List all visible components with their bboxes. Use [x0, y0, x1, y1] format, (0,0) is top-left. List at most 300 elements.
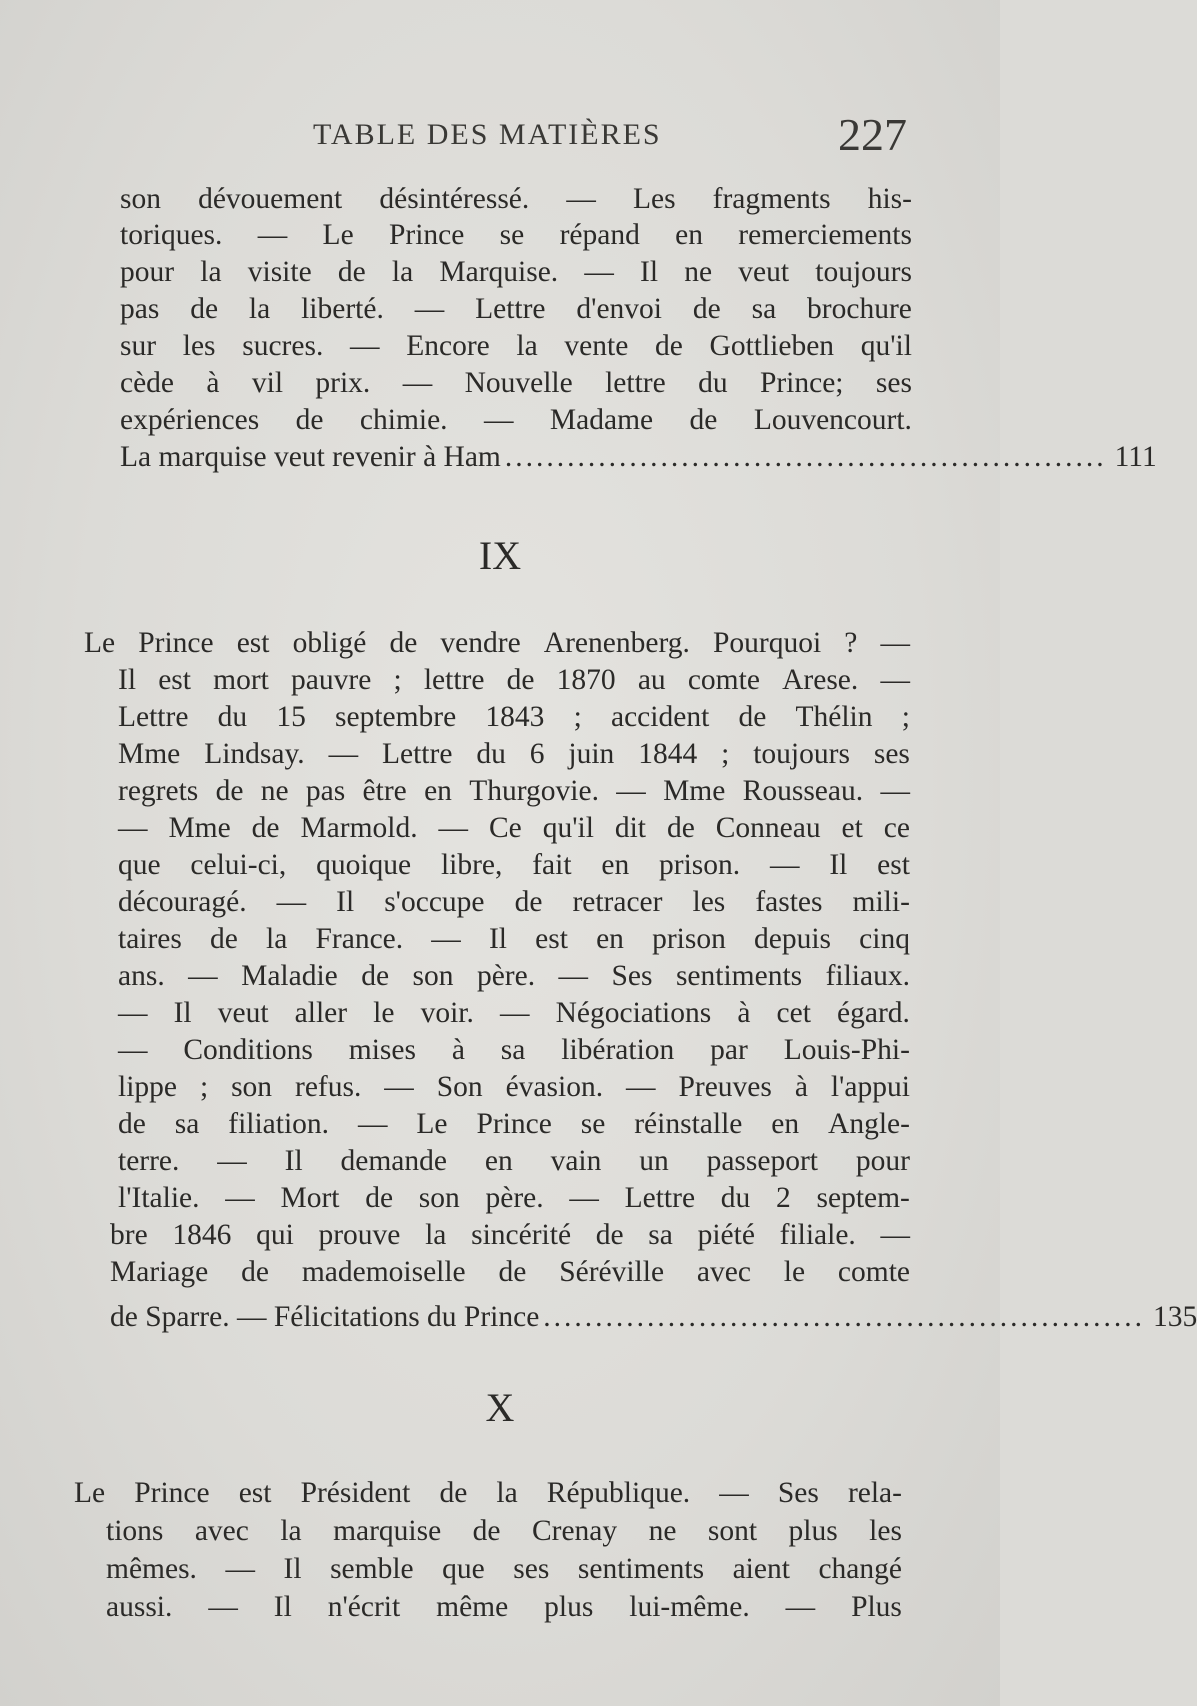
word: toriques.	[120, 219, 223, 251]
word: Le	[416, 1108, 448, 1140]
word: Il	[273, 1591, 292, 1623]
text-line	[120, 364, 912, 402]
word: de	[215, 775, 244, 807]
word: changé	[818, 1553, 902, 1585]
word: dévouement	[198, 183, 343, 215]
word: Encore	[406, 330, 490, 362]
word: de	[365, 1182, 394, 1214]
word: Lettre	[382, 738, 453, 770]
word: pauvre	[291, 664, 372, 696]
word: Lindsay.	[204, 738, 305, 770]
word: qu'il	[860, 330, 912, 362]
word: —	[217, 1145, 247, 1177]
word: vendre	[440, 627, 521, 659]
word: de	[506, 664, 535, 696]
word: voir.	[420, 997, 474, 1029]
word: Séréville	[559, 1256, 665, 1288]
word: —	[769, 849, 800, 881]
text-line	[120, 401, 912, 439]
word: de	[190, 293, 219, 325]
word: veut	[217, 997, 269, 1029]
word: sucres.	[242, 330, 324, 362]
word: cède	[120, 367, 175, 399]
word: Mariage	[110, 1256, 209, 1288]
word: —	[357, 1108, 388, 1140]
word: avec	[696, 1256, 751, 1288]
word: —	[402, 367, 433, 399]
word: est	[236, 627, 270, 659]
text-line	[84, 624, 910, 662]
word: la	[496, 1477, 518, 1509]
word: de	[472, 1515, 501, 1547]
toc-last-text: La marquise veut revenir à Ham	[120, 441, 501, 473]
word: —	[414, 293, 445, 325]
word: remerciements	[738, 219, 912, 251]
text-line	[118, 1105, 910, 1143]
word: les	[182, 330, 216, 362]
word: bre	[110, 1219, 148, 1251]
word: lettre	[423, 664, 485, 696]
word: à	[206, 367, 220, 399]
word: de	[654, 330, 683, 362]
word: Le	[74, 1477, 106, 1509]
word: Prince	[138, 627, 214, 659]
word: Marmold.	[300, 812, 418, 844]
word: aient	[732, 1553, 790, 1585]
word: ;	[901, 701, 910, 733]
word: Mme	[118, 738, 181, 770]
text-line	[118, 920, 910, 958]
toc-last-text: de Sparre. — Félicitations du Prince	[110, 1301, 540, 1333]
word: et	[841, 812, 863, 844]
word: un	[639, 1145, 669, 1177]
word: brochure	[807, 293, 912, 325]
word: obligé	[292, 627, 367, 659]
word: Président	[300, 1477, 411, 1509]
word: sentiments	[675, 960, 803, 992]
word: Lettre	[624, 1182, 696, 1214]
text-line	[118, 698, 910, 736]
word: la	[391, 256, 414, 288]
word: 15	[276, 701, 306, 733]
word: évasion.	[505, 1071, 604, 1103]
word: accident	[611, 701, 710, 733]
word: taires	[118, 923, 182, 955]
word: République.	[546, 1477, 691, 1509]
word: 1843	[485, 701, 545, 733]
word: Louis-Phi-	[783, 1034, 910, 1066]
word: mademoiselle	[301, 1256, 466, 1288]
word: comte	[837, 1256, 910, 1288]
word: que	[118, 849, 161, 881]
toc-last-line	[110, 1298, 1197, 1336]
word: ?	[844, 627, 858, 659]
word: que	[442, 1553, 485, 1585]
word: de	[595, 1219, 624, 1251]
word: mises	[348, 1034, 416, 1066]
word: désintéressé.	[379, 183, 530, 215]
word: l'Italie.	[118, 1182, 200, 1214]
word: Pourquoi	[712, 627, 822, 659]
word: —	[569, 1182, 599, 1214]
word: Le	[84, 627, 116, 659]
word: veut	[738, 256, 790, 288]
word: ;	[199, 1071, 209, 1103]
word: terre.	[118, 1145, 180, 1177]
word: aller	[294, 997, 348, 1029]
word: son	[120, 183, 161, 215]
word: pas	[305, 775, 346, 807]
word: pas	[120, 293, 160, 325]
word: depuis	[753, 923, 832, 955]
word: de	[498, 1256, 527, 1288]
word: la	[266, 923, 288, 955]
word: prison.	[659, 849, 741, 881]
word: égard.	[837, 997, 910, 1029]
word: de	[666, 812, 695, 844]
word: France.	[315, 923, 404, 955]
word: en	[424, 775, 452, 807]
word: pour	[120, 256, 175, 288]
word: —	[350, 330, 380, 362]
word: avec	[194, 1515, 249, 1547]
word: Il	[173, 997, 192, 1029]
word: —	[616, 775, 646, 807]
word: toujours	[815, 256, 912, 288]
word: liberté.	[301, 293, 384, 325]
word: —	[483, 404, 514, 436]
word: —	[880, 1219, 910, 1251]
word: 1870	[556, 664, 616, 696]
word: refus.	[295, 1071, 362, 1103]
word: Il	[829, 849, 848, 881]
word: Thurgovie.	[469, 775, 599, 807]
word: —	[785, 1591, 816, 1623]
word: découragé.	[118, 886, 247, 918]
word: le	[373, 997, 395, 1029]
word: de	[295, 404, 324, 436]
word: à	[794, 1071, 808, 1103]
word: répand	[559, 219, 640, 251]
word: Son	[436, 1071, 483, 1103]
word: son	[418, 1182, 460, 1214]
word: cinq	[859, 923, 910, 955]
text-line	[110, 1216, 910, 1254]
word: en	[771, 1108, 800, 1140]
word: de	[361, 960, 390, 992]
word: —	[225, 1553, 255, 1585]
word: fragments	[712, 183, 831, 215]
word: —	[566, 183, 596, 215]
word: —	[880, 664, 910, 696]
word: mili-	[852, 886, 910, 918]
word: en	[596, 923, 624, 955]
word: fait	[532, 849, 572, 881]
word: plus	[788, 1515, 838, 1547]
word: son	[412, 960, 454, 992]
word: Négociations	[555, 997, 712, 1029]
word: Le	[322, 219, 354, 251]
word: libération	[561, 1034, 675, 1066]
toc-last-line	[120, 438, 1157, 476]
word: septem-	[816, 1182, 910, 1214]
text-line	[118, 1031, 910, 1069]
word: filiaux.	[825, 960, 910, 992]
word: dit	[614, 812, 647, 844]
word: ;	[573, 701, 582, 733]
word: —	[499, 997, 530, 1029]
word: Madame	[549, 404, 654, 436]
word: est	[877, 849, 910, 881]
word: ans.	[118, 960, 165, 992]
text-line	[106, 1512, 902, 1550]
word: ses	[873, 738, 910, 770]
word: de	[210, 923, 238, 955]
word: du	[720, 1182, 751, 1214]
word: filiation.	[228, 1108, 330, 1140]
chapter-numeral: X	[485, 1385, 515, 1430]
word: comte	[687, 664, 760, 696]
word: tions	[106, 1515, 164, 1547]
word: rela-	[847, 1477, 902, 1509]
word: expériences	[120, 404, 260, 436]
word: passeport	[706, 1145, 818, 1177]
word: —	[558, 960, 589, 992]
word: Plus	[851, 1591, 902, 1623]
word: libre,	[440, 849, 503, 881]
word: de	[118, 1108, 146, 1140]
word: se	[580, 1108, 606, 1140]
chapter-numeral: IX	[478, 533, 522, 578]
toc-page-ref: 135	[1153, 1301, 1197, 1333]
word: est	[158, 664, 191, 696]
word: lettre	[605, 367, 666, 399]
word: en	[484, 1145, 513, 1177]
word: de	[241, 1256, 269, 1288]
leader-dots: ..........................................................	[504, 441, 1107, 473]
word: s'occupe	[384, 886, 485, 918]
word: en	[601, 849, 630, 881]
word: de	[337, 256, 366, 288]
word: même	[436, 1591, 509, 1623]
word: à	[451, 1034, 465, 1066]
word: sa	[751, 293, 777, 325]
word: Angle-	[828, 1108, 910, 1140]
word: cet	[776, 997, 811, 1029]
word: —	[118, 1034, 148, 1066]
word: au	[637, 664, 666, 696]
word: être	[362, 775, 407, 807]
word: Thélin	[795, 701, 873, 733]
word: Il	[336, 886, 355, 918]
text-line	[118, 883, 910, 921]
word: —	[438, 812, 469, 844]
word: celui-ci,	[190, 849, 287, 881]
word: père.	[476, 960, 536, 992]
word: —	[328, 738, 359, 770]
text-line	[120, 216, 912, 254]
word: de	[738, 701, 767, 733]
word: les	[692, 886, 726, 918]
word: sa	[648, 1219, 673, 1251]
word: la	[516, 330, 538, 362]
word: sentiments	[577, 1553, 705, 1585]
word: du	[698, 367, 728, 399]
text-line	[118, 846, 910, 884]
word: à	[737, 997, 751, 1029]
word: la	[425, 1219, 447, 1251]
text-line	[120, 180, 912, 218]
word: —	[118, 997, 148, 1029]
word: —	[880, 627, 910, 659]
word: chimie.	[359, 404, 448, 436]
word: de	[689, 404, 718, 436]
word: est	[238, 1477, 272, 1509]
word: d'envoi	[576, 293, 662, 325]
word: de	[692, 293, 721, 325]
word: Rousseau.	[742, 775, 864, 807]
running-title: TABLE DES MATIÈRES	[313, 118, 662, 151]
word: l'appui	[830, 1071, 910, 1103]
word: visite	[247, 256, 312, 288]
word: septembre	[335, 701, 457, 733]
word: Il	[118, 664, 137, 696]
text-line	[74, 1474, 902, 1512]
word: —	[188, 960, 218, 992]
word: —	[118, 812, 148, 844]
word: sont	[707, 1515, 758, 1547]
word: est	[535, 923, 568, 955]
word: retracer	[572, 886, 663, 918]
word: vain	[550, 1145, 602, 1177]
word: du	[217, 701, 248, 733]
word: de	[514, 886, 543, 918]
word: Conditions	[183, 1034, 313, 1066]
word: plus	[544, 1591, 594, 1623]
word: Il	[283, 1553, 302, 1585]
word: Marquise.	[439, 256, 559, 288]
text-line	[118, 957, 910, 995]
word: quoique	[316, 849, 412, 881]
text-line	[118, 994, 910, 1032]
word: pour	[855, 1145, 910, 1177]
word: de	[439, 1477, 468, 1509]
word: mêmes.	[106, 1553, 197, 1585]
word: Prince;	[759, 367, 844, 399]
word: Preuves	[678, 1071, 772, 1103]
word: Nouvelle	[464, 367, 573, 399]
text-line	[120, 253, 912, 291]
word: 2	[776, 1182, 791, 1214]
word: Prince	[476, 1108, 552, 1140]
word: se	[499, 219, 525, 251]
word: sur	[120, 330, 157, 362]
word: prison	[652, 923, 726, 955]
word: 1846	[172, 1219, 232, 1251]
text-line	[106, 1588, 902, 1626]
word: ne	[684, 256, 713, 288]
word: juin	[568, 738, 615, 770]
word: Prince	[134, 1477, 210, 1509]
word: —	[431, 923, 461, 955]
text-line	[118, 1179, 910, 1217]
word: Il	[640, 256, 659, 288]
word: qui	[256, 1219, 294, 1251]
word: sa	[174, 1108, 200, 1140]
word: la	[200, 256, 222, 288]
word: lippe	[118, 1071, 177, 1103]
word: réinstalle	[634, 1108, 743, 1140]
word: 6	[529, 738, 545, 770]
word: marquise	[333, 1515, 442, 1547]
word: Ce	[488, 812, 522, 844]
text-line	[106, 1550, 902, 1588]
word: ses	[875, 367, 912, 399]
word: n'écrit	[327, 1591, 401, 1623]
word: Gottlieben	[709, 330, 835, 362]
word: lui-même.	[629, 1591, 750, 1623]
word: toujours	[753, 738, 850, 770]
word: Les	[632, 183, 676, 215]
word: Lettre	[475, 293, 546, 325]
word: Arese.	[782, 664, 859, 696]
word: Mort	[280, 1182, 340, 1214]
word: Lettre	[118, 701, 189, 733]
word: —	[719, 1477, 749, 1509]
word: en	[675, 219, 703, 251]
word: Il	[284, 1145, 303, 1177]
word: his-	[867, 183, 912, 215]
word: —	[276, 886, 307, 918]
word: aussi.	[106, 1591, 173, 1623]
word: —	[880, 775, 910, 807]
word: ne	[648, 1515, 677, 1547]
word: demande	[340, 1145, 447, 1177]
word: les	[869, 1515, 902, 1547]
word: ce	[883, 812, 910, 844]
text-line	[118, 661, 910, 699]
word: père.	[485, 1182, 544, 1214]
text-line	[110, 1253, 910, 1291]
word: qu'il	[542, 812, 594, 844]
word: Maladie	[241, 960, 338, 992]
page-number: 227	[838, 109, 907, 160]
word: semble	[330, 1553, 414, 1585]
word: Crenay	[531, 1515, 618, 1547]
word: le	[783, 1256, 806, 1288]
text-line	[118, 1068, 910, 1106]
word: Mme	[168, 812, 231, 844]
word: —	[626, 1071, 656, 1103]
word: sincérité	[471, 1219, 572, 1251]
word: Conneau	[715, 812, 821, 844]
text-line	[120, 290, 912, 328]
word: de	[251, 812, 280, 844]
word: vil	[251, 367, 284, 399]
word: Arenenberg.	[543, 627, 690, 659]
word: de	[389, 627, 418, 659]
word: la	[248, 293, 271, 325]
word: par	[710, 1034, 748, 1066]
text-line	[120, 327, 912, 365]
word: ;	[721, 738, 730, 770]
running-header	[0, 109, 1000, 162]
text-line	[118, 1142, 910, 1180]
word: —	[257, 219, 288, 251]
word: fastes	[755, 886, 823, 918]
word: filiale.	[779, 1219, 856, 1251]
word: ses	[513, 1553, 550, 1585]
